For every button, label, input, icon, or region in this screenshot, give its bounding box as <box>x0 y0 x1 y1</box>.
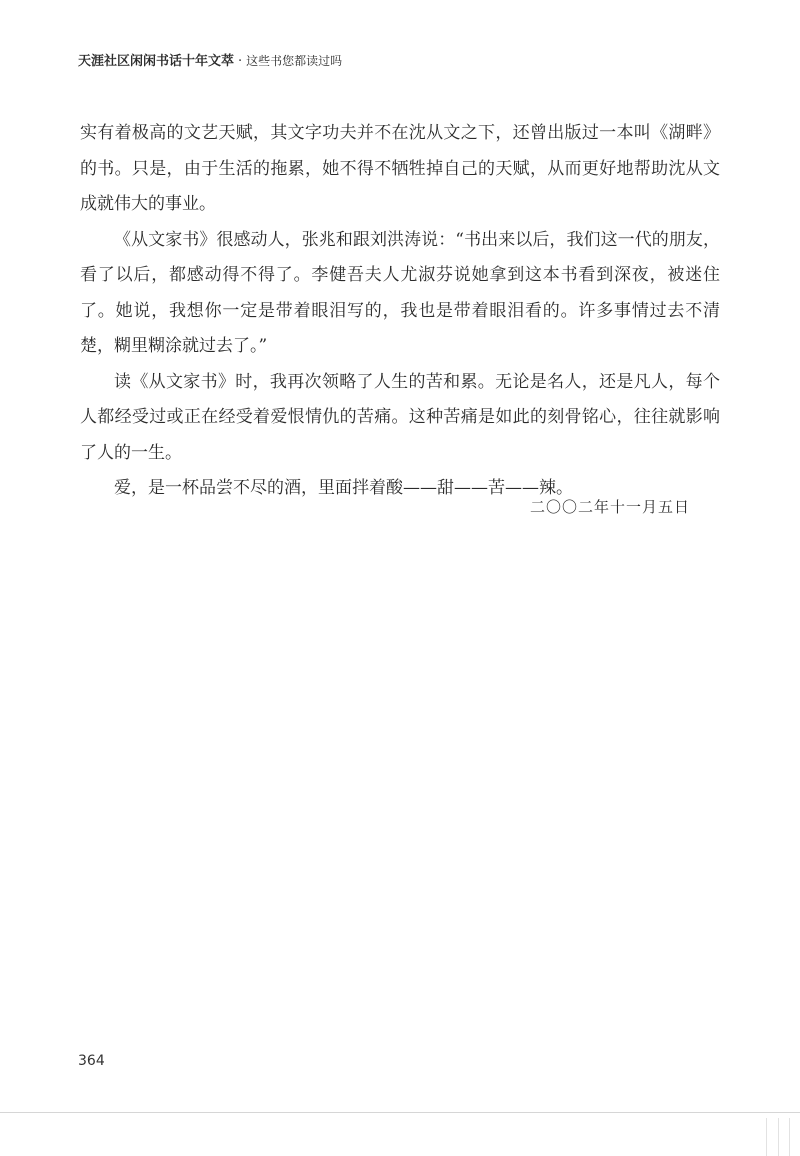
book-series-title: 天涯社区闲闲书话十年文萃 <box>78 54 235 69</box>
page-number: 364 <box>78 1053 105 1069</box>
paragraph: 读《从文家书》时，我再次领略了人生的苦和累。无论是名人，还是凡人，每个人都经受过或正在经受着爱恨情仇的苦痛。这种苦痛是如此的刻骨铭心，往往就影响了人的一生。 <box>80 371 720 463</box>
header-separator: · <box>238 54 243 69</box>
scan-edge-line <box>0 1112 800 1113</box>
running-header <box>78 50 342 69</box>
paragraph: 爱，是一杯品尝不尽的酒，里面拌着酸——甜——苦——辣。 <box>114 478 573 498</box>
paragraph-continued: 实有着极高的文艺天赋，其文字功夫并不在沈从文之下，还曾出版过一本叫《湖畔》的书。只是，由于生活的拖累，她不得不牺牲掉自己的天赋，从而更好地帮助沈从文成就伟大的事业。 <box>80 123 720 214</box>
book-subtitle: 这些书您都读过吗 <box>246 54 343 68</box>
scan-edge-mark <box>766 1118 767 1156</box>
body-text <box>80 116 720 507</box>
scan-edge-mark <box>778 1118 779 1156</box>
paragraph: 《从文家书》很感动人，张兆和跟刘洪涛说：“书出来以后，我们这一代的朋友，看了以后，都感动得不得了。李健吾夫人尤淑芬说她拿到这本书看到深夜，被迷住了。她说，我想你一定是带着眼泪写的，我也是带着眼泪看的。许多事情过去不清楚，糊里糊涂就过去了。” <box>80 229 720 356</box>
scan-edge-mark <box>789 1118 790 1156</box>
signoff-date: 二〇〇二年十一月五日 <box>530 498 691 516</box>
